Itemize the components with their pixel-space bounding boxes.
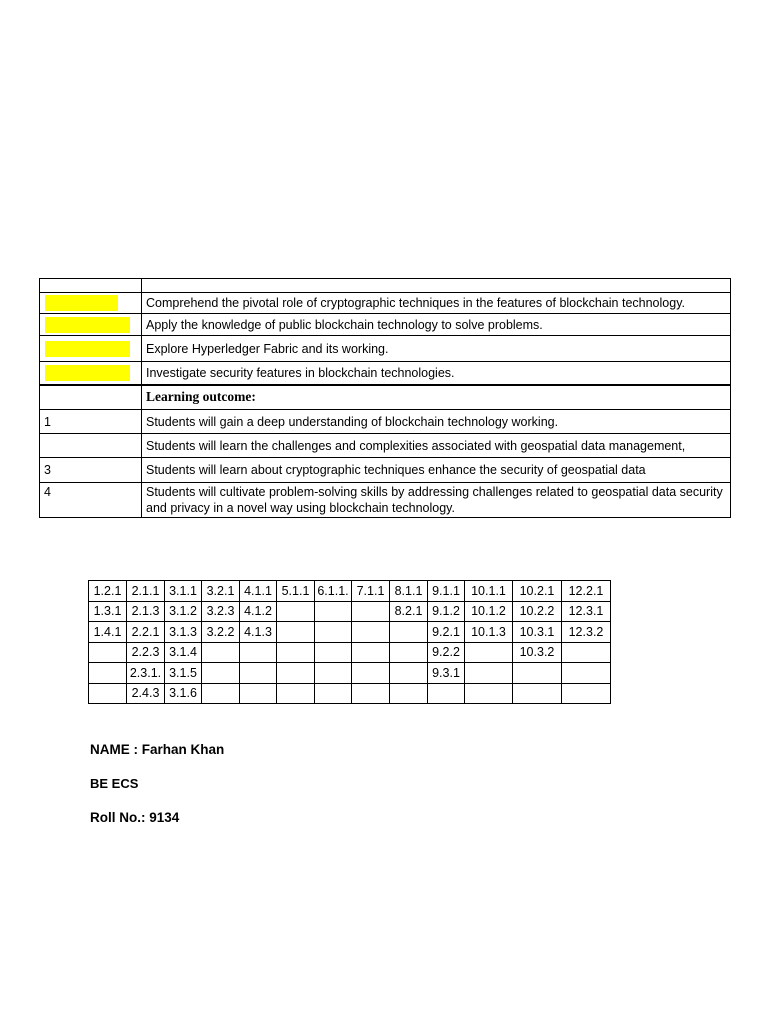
- outcome-number: 1: [40, 410, 142, 434]
- codes-row: [89, 601, 611, 622]
- code-cell: 7.1.1: [352, 581, 390, 602]
- code-cell: [352, 642, 390, 663]
- code-cell: [390, 663, 428, 684]
- codes-row: [89, 622, 611, 643]
- learning-outcome-heading: Learning outcome:: [142, 385, 731, 410]
- code-cell: 3.2.2: [202, 622, 240, 643]
- code-cell: [465, 663, 513, 684]
- code-cell: [315, 663, 352, 684]
- code-cell: 10.3.2: [513, 642, 562, 663]
- objective-text: Apply the knowledge of public blockchain technology to solve problems.: [142, 314, 731, 336]
- code-cell: [277, 642, 315, 663]
- code-cell: 12.2.1: [562, 581, 611, 602]
- student-name: NAME : Farhan Khan: [90, 742, 225, 757]
- code-cell: 5.1.1: [277, 581, 315, 602]
- code-cell: 12.3.2: [562, 622, 611, 643]
- code-cell: [352, 601, 390, 622]
- code-cell: [513, 683, 562, 704]
- code-cell: [277, 663, 315, 684]
- code-cell: [352, 663, 390, 684]
- code-cell: 9.2.2: [428, 642, 465, 663]
- yellow-highlight: [45, 365, 130, 381]
- code-cell: [352, 683, 390, 704]
- code-cell: 3.1.3: [165, 622, 202, 643]
- code-cell: 3.2.3: [202, 601, 240, 622]
- objective-row: [40, 362, 731, 385]
- po-codes-table: [88, 580, 611, 704]
- code-cell: [390, 622, 428, 643]
- highlight-cell: [40, 362, 142, 385]
- code-cell: 4.1.2: [240, 601, 277, 622]
- code-cell: [465, 683, 513, 704]
- code-cell: 6.1.1.: [315, 581, 352, 602]
- codes-row: [89, 683, 611, 704]
- code-cell: 1.4.1: [89, 622, 127, 643]
- highlight-cell: [40, 336, 142, 362]
- outcome-text: Students will gain a deep understanding of blockchain technology working.: [142, 410, 731, 434]
- code-cell: 9.1.2: [428, 601, 465, 622]
- outcome-row: [40, 434, 731, 458]
- code-cell: [89, 663, 127, 684]
- outcome-row: [40, 483, 731, 518]
- code-cell: [562, 642, 611, 663]
- objective-text: Comprehend the pivotal role of cryptographic techniques in the features of blockchain technology.: [142, 293, 731, 314]
- code-cell: [390, 683, 428, 704]
- yellow-highlight: [45, 341, 130, 357]
- code-cell: 9.1.1: [428, 581, 465, 602]
- code-cell: [315, 601, 352, 622]
- student-course: BE ECS: [90, 776, 139, 791]
- code-cell: 9.3.1: [428, 663, 465, 684]
- codes-row: [89, 642, 611, 663]
- code-cell: 2.4.3: [127, 683, 165, 704]
- code-cell: 3.1.6: [165, 683, 202, 704]
- code-cell: [240, 663, 277, 684]
- code-cell: [202, 683, 240, 704]
- code-cell: 3.1.4: [165, 642, 202, 663]
- code-cell: 2.2.1: [127, 622, 165, 643]
- code-cell: [89, 642, 127, 663]
- code-cell: 8.1.1: [390, 581, 428, 602]
- objective-text: Investigate security features in blockchain technologies.: [142, 362, 731, 385]
- empty-cell: [40, 385, 142, 410]
- code-cell: [240, 642, 277, 663]
- outcome-number: [40, 434, 142, 458]
- code-cell: 10.1.2: [465, 601, 513, 622]
- outcome-number: 3: [40, 458, 142, 483]
- outcome-text: Students will cultivate problem-solving skills by addressing challenges related to geospatial data security and privacy in a novel way using blockchain technology.: [142, 483, 731, 518]
- objective-row: [40, 336, 731, 362]
- objective-row: [40, 314, 731, 336]
- highlight-cell: [40, 293, 142, 314]
- code-cell: [240, 683, 277, 704]
- code-cell: [352, 622, 390, 643]
- code-cell: [315, 622, 352, 643]
- code-cell: [202, 642, 240, 663]
- code-cell: [428, 683, 465, 704]
- code-cell: 3.2.1: [202, 581, 240, 602]
- course-outcomes-table: [39, 278, 731, 518]
- code-cell: 10.3.1: [513, 622, 562, 643]
- code-cell: [390, 642, 428, 663]
- code-cell: [89, 683, 127, 704]
- student-roll-number: Roll No.: 9134: [90, 810, 180, 825]
- code-cell: 9.2.1: [428, 622, 465, 643]
- code-cell: [277, 622, 315, 643]
- code-cell: 1.2.1: [89, 581, 127, 602]
- empty-cell: [40, 279, 142, 293]
- learning-outcome-header-row: [40, 385, 731, 410]
- code-cell: 10.2.2: [513, 601, 562, 622]
- code-cell: 3.1.5: [165, 663, 202, 684]
- code-cell: 2.1.1: [127, 581, 165, 602]
- code-cell: 3.1.2: [165, 601, 202, 622]
- outcome-row: [40, 410, 731, 434]
- yellow-highlight: [45, 317, 130, 333]
- code-cell: 1.3.1: [89, 601, 127, 622]
- code-cell: [513, 663, 562, 684]
- code-cell: 8.2.1: [390, 601, 428, 622]
- code-cell: 2.2.3: [127, 642, 165, 663]
- code-cell: [562, 663, 611, 684]
- outcome-number: 4: [40, 483, 142, 518]
- code-cell: 10.1.3: [465, 622, 513, 643]
- outcome-row: [40, 458, 731, 483]
- codes-row: [89, 581, 611, 602]
- code-cell: 4.1.1: [240, 581, 277, 602]
- outcome-text: Students will learn the challenges and complexities associated with geospatial data management,: [142, 434, 731, 458]
- code-cell: 3.1.1: [165, 581, 202, 602]
- codes-body: [89, 581, 611, 704]
- code-cell: [315, 642, 352, 663]
- code-cell: 10.2.1: [513, 581, 562, 602]
- codes-row: [89, 663, 611, 684]
- code-cell: [277, 601, 315, 622]
- outcome-text: Students will learn about cryptographic techniques enhance the security of geospatial data: [142, 458, 731, 483]
- code-cell: [465, 642, 513, 663]
- code-cell: 4.1.3: [240, 622, 277, 643]
- yellow-highlight: [45, 295, 118, 311]
- code-cell: 12.3.1: [562, 601, 611, 622]
- code-cell: 10.1.1: [465, 581, 513, 602]
- code-cell: 2.1.3: [127, 601, 165, 622]
- empty-cell: [142, 279, 731, 293]
- code-cell: [315, 683, 352, 704]
- objective-text: Explore Hyperledger Fabric and its working.: [142, 336, 731, 362]
- code-cell: [277, 683, 315, 704]
- objective-row: [40, 293, 731, 314]
- code-cell: [562, 683, 611, 704]
- code-cell: [202, 663, 240, 684]
- table-header-row: [40, 279, 731, 293]
- highlight-cell: [40, 314, 142, 336]
- code-cell: 2.3.1.: [127, 663, 165, 684]
